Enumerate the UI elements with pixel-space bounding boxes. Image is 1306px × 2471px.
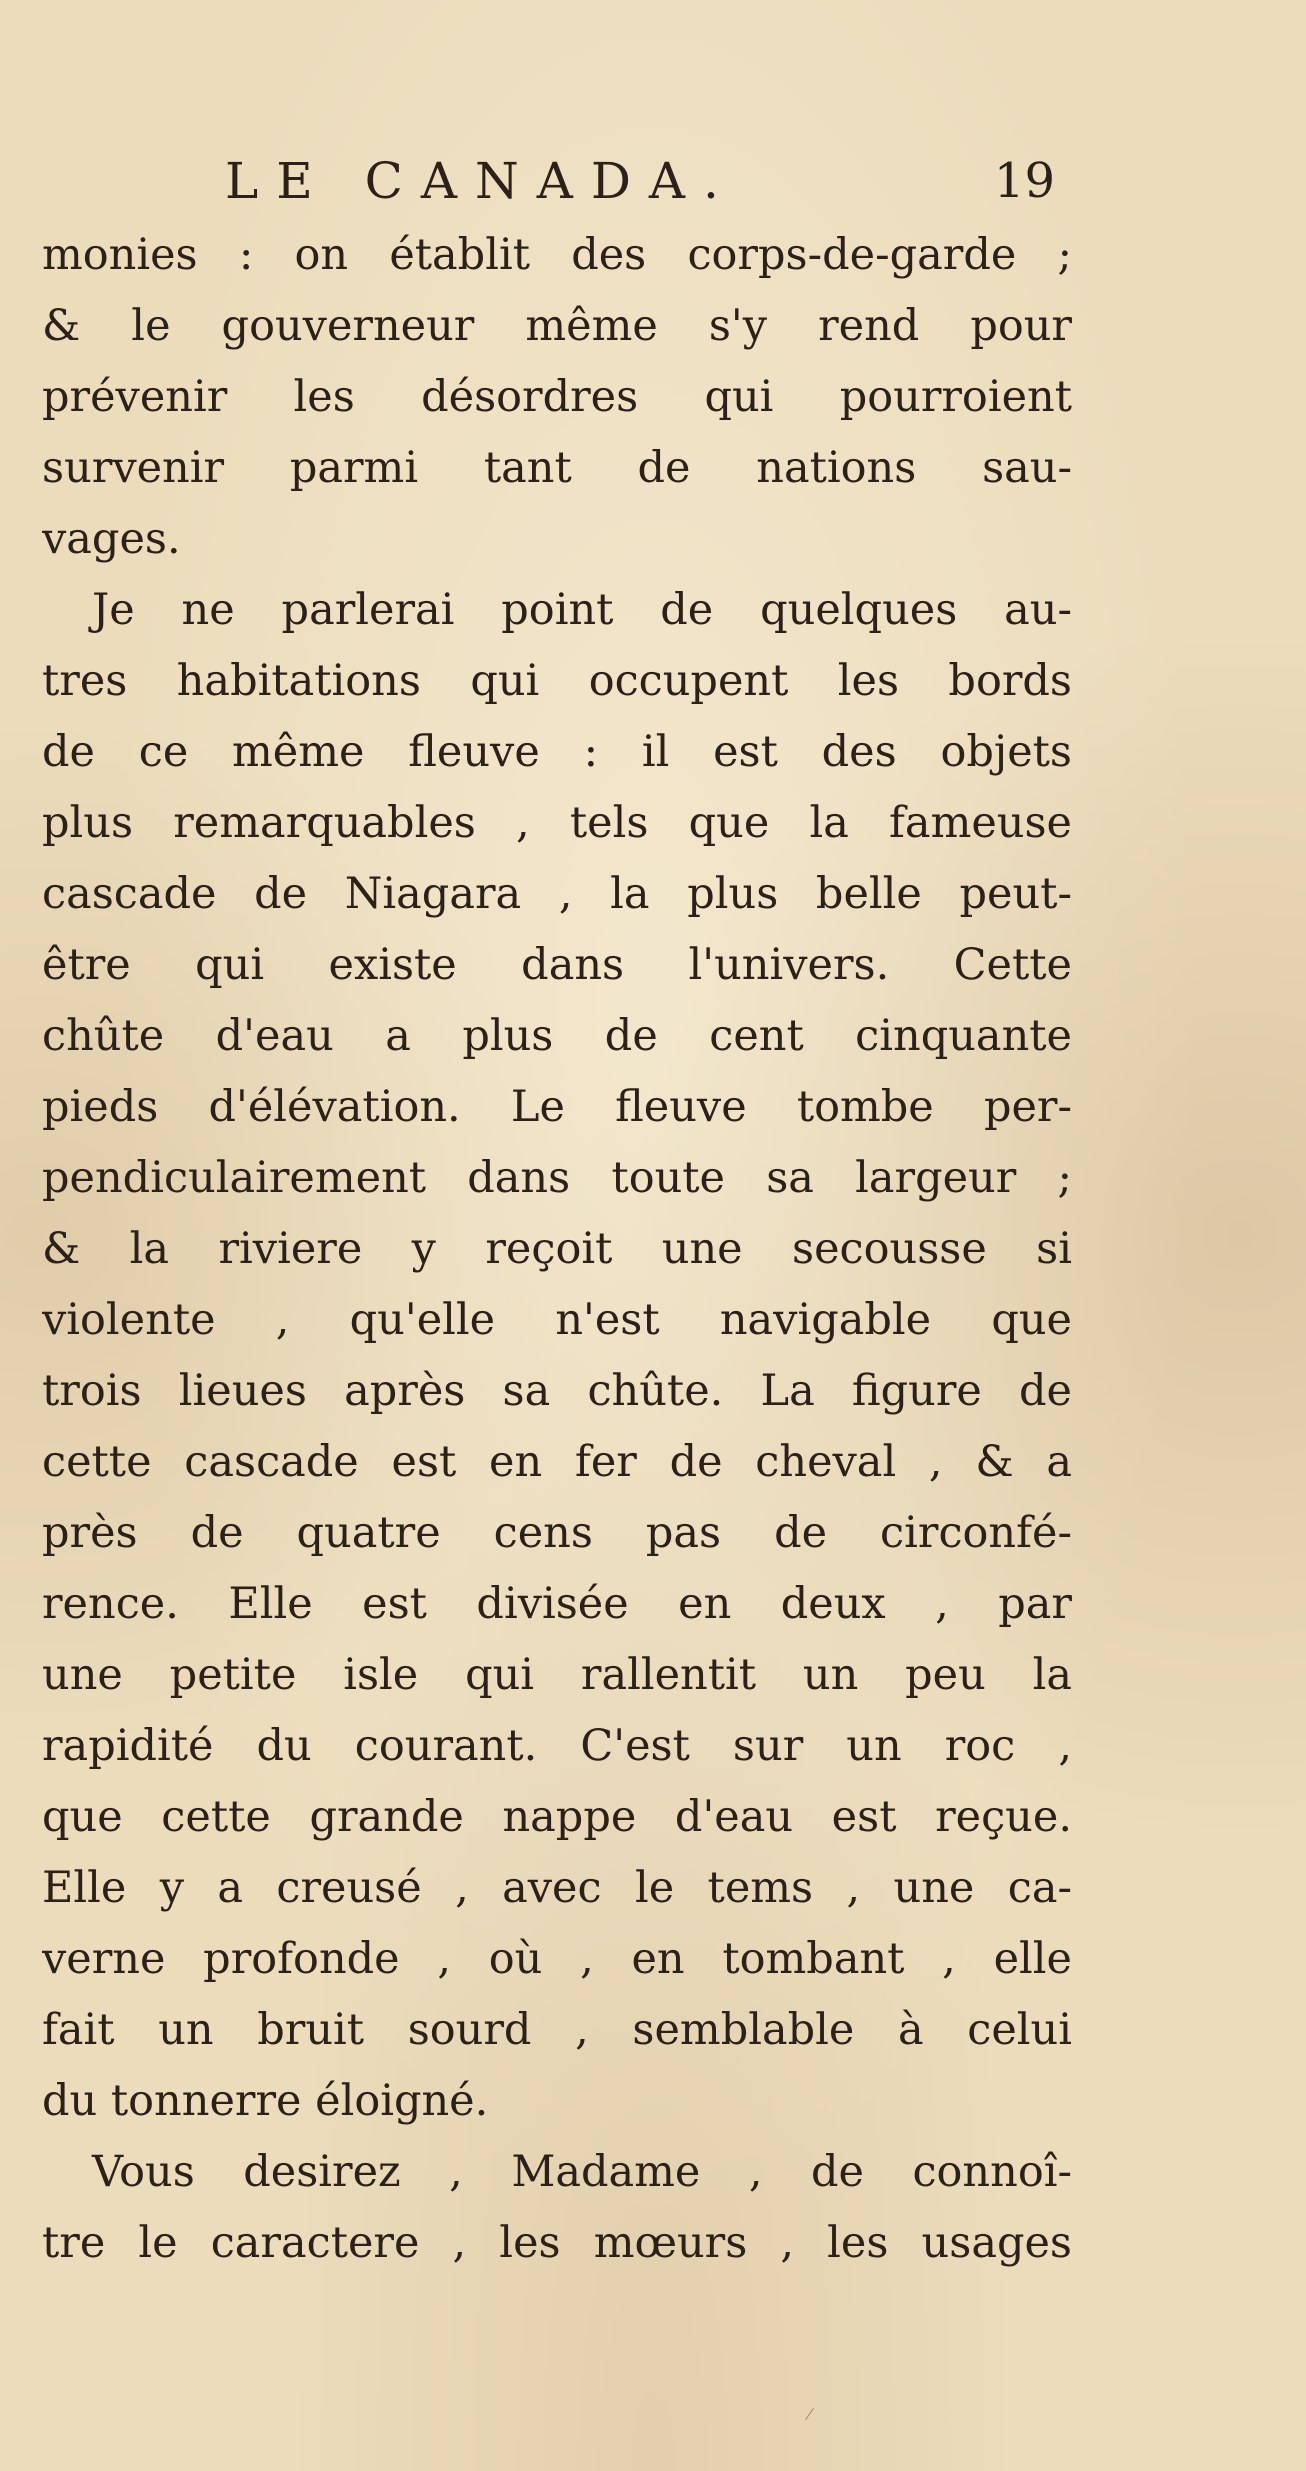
text-line: fait un bruit sourd , semblable à celui	[42, 2005, 1072, 2055]
text-line: & le gouverneur même s'y rend pour	[42, 301, 1072, 351]
running-head: LE CANADA.	[225, 152, 737, 210]
text-line: Elle y a creusé , avec le tems , une ca-	[42, 1863, 1072, 1913]
text-line: cascade de Niagara , la plus belle peut-	[42, 869, 1072, 919]
text-line: une petite isle qui rallentit un peu la	[42, 1650, 1072, 1700]
page-header	[225, 150, 1055, 212]
text-line: Vous desirez , Madame , de connoî-	[92, 2147, 1072, 2197]
text-line: prévenir les désordres qui pourroient	[42, 372, 1072, 422]
text-line: & la riviere y reçoit une secousse si	[42, 1224, 1072, 1274]
text-line: verne profonde , où , en tombant , elle	[42, 1934, 1072, 1984]
text-line: trois lieues après sa chûte. La figure de	[42, 1366, 1072, 1416]
text-line: chûte d'eau a plus de cent cinquante	[42, 1011, 1072, 1061]
text-line: être qui existe dans l'univers. Cette	[42, 940, 1072, 990]
text-line: plus remarquables , tels que la fameuse	[42, 798, 1072, 848]
text-line: tre le caractere , les mœurs , les usages	[42, 2218, 1072, 2268]
text-line: rapidité du courant. C'est sur un roc ,	[42, 1721, 1072, 1771]
text-line: du tonnerre éloigné.	[42, 2076, 489, 2126]
text-line: monies : on établit des corps-de-garde ;	[42, 230, 1072, 280]
text-line: que cette grande nappe d'eau est reçue.	[42, 1792, 1072, 1842]
text-line: pendiculairement dans toute sa largeur ;	[42, 1153, 1072, 1203]
text-line: survenir parmi tant de nations sau-	[42, 443, 1072, 493]
text-line: vages.	[42, 514, 181, 564]
page-number: 19	[993, 153, 1055, 209]
text-line: de ce même fleuve : il est des objets	[42, 727, 1072, 777]
text-line: cette cascade est en fer de cheval , & a	[42, 1437, 1072, 1487]
text-line: tres habitations qui occupent les bords	[42, 656, 1072, 706]
text-line: violente , qu'elle n'est navigable que	[42, 1295, 1072, 1345]
text-line: près de quatre cens pas de circonfé-	[42, 1508, 1072, 1558]
text-line: pieds d'élévation. Le fleuve tombe per-	[42, 1082, 1072, 1132]
paper-mark	[805, 2408, 822, 2426]
body-text	[42, 220, 1072, 2279]
text-line: rence. Elle est divisée en deux , par	[42, 1579, 1072, 1629]
text-line: Je ne parlerai point de quelques au-	[92, 585, 1072, 635]
